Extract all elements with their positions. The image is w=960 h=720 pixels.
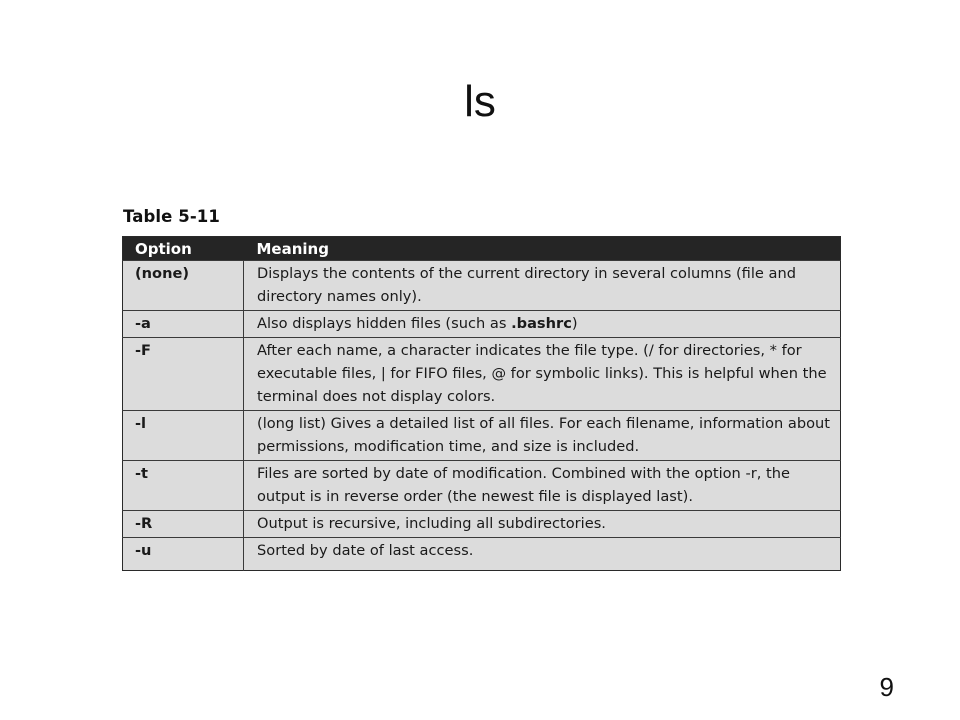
table-header-row — [123, 237, 841, 261]
filename-emphasis: .bashrc — [511, 315, 572, 332]
option-cell: -l — [123, 411, 244, 461]
column-header-option: Option — [123, 237, 244, 261]
meaning-cell: After each name, a character indicates the file type. (/ for directories, * for executable files, | for FIFO files, @ for symbolic links). This is helpful when the terminal does not display colors. — [244, 338, 841, 411]
meaning-cell: Output is recursive, including all subdirectories. — [244, 511, 841, 538]
column-header-meaning: Meaning — [244, 237, 841, 261]
table-row — [123, 511, 841, 538]
options-table-container — [122, 236, 840, 571]
table-row — [123, 461, 841, 511]
meaning-cell: (long list) Gives a detailed list of all files. For each filename, information about permissions, modification time, and size is included. — [244, 411, 841, 461]
meaning-cell — [244, 311, 841, 338]
meaning-text: Also displays hidden files (such as — [257, 315, 512, 332]
meaning-text-suffix: ) — [571, 315, 578, 332]
option-cell: -R — [123, 511, 244, 538]
table-caption: Table 5-11 — [123, 207, 220, 226]
option-cell: -F — [123, 338, 244, 411]
table-row — [123, 538, 841, 571]
table-row — [123, 338, 841, 411]
slide-title: ls — [464, 77, 496, 126]
meaning-cell: Files are sorted by date of modification. Combined with the option -r, the output is in reverse order (the newest file is displayed last). — [244, 461, 841, 511]
option-cell: -a — [123, 311, 244, 338]
meaning-cell: Sorted by date of last access. — [244, 538, 841, 571]
option-cell: (none) — [123, 261, 244, 311]
option-cell: -u — [123, 538, 244, 571]
option-cell: -t — [123, 461, 244, 511]
meaning-cell: Displays the contents of the current directory in several columns (file and directory names only). — [244, 261, 841, 311]
table-row — [123, 261, 841, 311]
table-row — [123, 311, 841, 338]
options-table — [122, 236, 841, 571]
table-row — [123, 411, 841, 461]
page-number: 9 — [879, 672, 894, 702]
